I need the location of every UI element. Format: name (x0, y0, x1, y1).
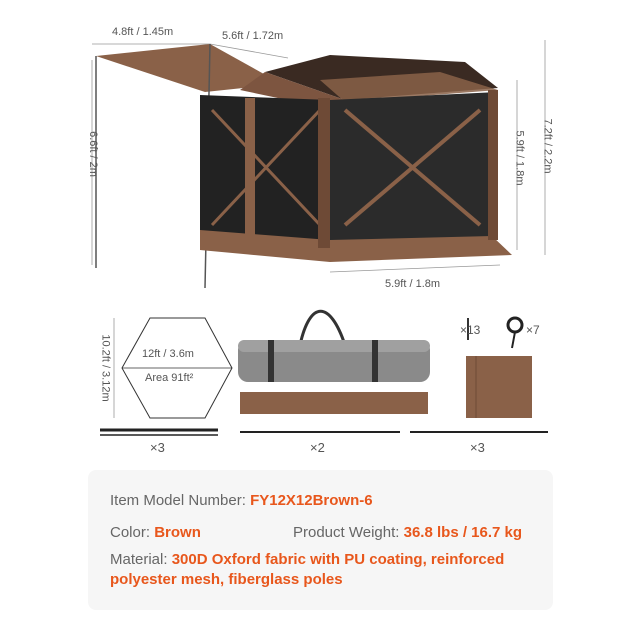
ropes-qty: ×7 (526, 323, 540, 337)
pole-height-label: 6.6ft / 2m (86, 131, 99, 177)
weight-line (293, 524, 522, 541)
side-height-label: 5.9ft / 1.8m (513, 130, 526, 186)
tent-depth-label: 5.6ft / 1.72m (222, 30, 284, 42)
spec-card (88, 470, 553, 610)
awning-depth-label: 4.8ft / 1.45m (112, 26, 174, 38)
poles-a-qty: ×3 (150, 440, 165, 455)
total-height-label: 7.2ft / 2.2m (541, 118, 554, 174)
color-line (110, 524, 201, 541)
footprint-width-label: 12ft / 3.6m (142, 348, 194, 360)
width-label: 5.9ft / 1.8m (385, 278, 441, 290)
poles-c-qty: ×3 (470, 440, 485, 455)
weight-label: Product Weight: (293, 524, 400, 541)
color-value: Brown (154, 524, 201, 541)
model-label: Item Model Number: (110, 492, 246, 509)
material-value: 300D Oxford fabric with PU coating, reinforced polyester mesh, fiberglass poles (110, 551, 505, 588)
weight-value: 36.8 lbs / 16.7 kg (403, 524, 523, 541)
footprint-height-label: 10.2ft / 3.12m (99, 334, 112, 402)
material-label: Material: (110, 551, 168, 568)
poles-b-qty: ×2 (310, 440, 325, 455)
model-value: FY12X12Brown-6 (250, 492, 373, 509)
stakes-qty: ×13 (460, 323, 481, 337)
model-line (110, 492, 373, 509)
material-line (110, 550, 540, 590)
footprint-area-label: Area 91ft² (145, 372, 194, 384)
color-label: Color: (110, 524, 151, 541)
